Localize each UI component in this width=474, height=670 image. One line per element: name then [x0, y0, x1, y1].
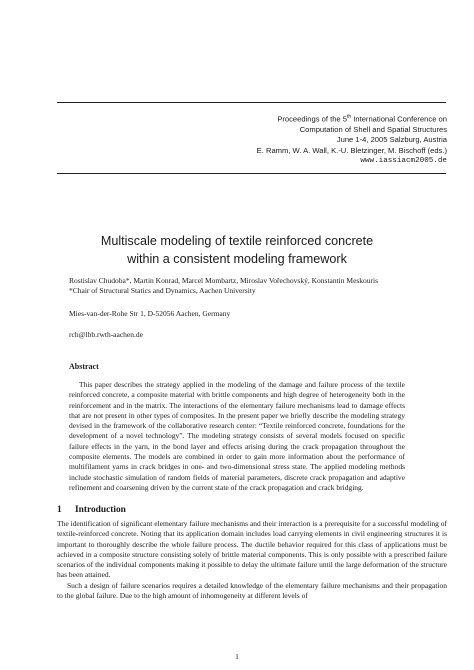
proceedings-editors: E. Ramm, W. A. Wall, K.-U. Bletzinger, M. Bischoff (eds.) — [256, 145, 447, 155]
section-body — [57, 519, 447, 601]
proceedings-header — [257, 112, 447, 167]
header-top-rule — [57, 102, 446, 103]
paragraph-1: The identification of significant elementary failure mechanisms and their interaction is a prerequisite for a successful modeling of textile-reinforced concrete. Noting that its application domain includes load carrying elements in civil engineering structures it is important to thoroughly describe the whole failure process. The ductile behavior required for this class of applications must be achieved in a composite structure consisting solely of brittle material components. This is only possible with a prescribed failure scenarios of the individual components making it possible to delay the ultimate failure until the large deformation of the structure has been attained. — [57, 519, 447, 580]
paper-title-line-2: within a consistent modeling framework — [127, 252, 347, 266]
paper-title — [0, 232, 474, 268]
paragraph-2: Such a design of failure scenarios requires a detailed knowledge of the elementary failure mechanisms and their propagation to the global failure. Due to the high amount of inhomogeneity at different levels of — [57, 580, 447, 601]
section-title: Introduction — [75, 505, 126, 515]
abstract-body — [69, 380, 405, 493]
abstract-heading: Abstract — [69, 362, 99, 371]
page-number: 1 — [235, 652, 239, 661]
proceedings-url[interactable]: www.iassiacm2005.de — [360, 157, 447, 166]
proceedings-line-3: June 1-4, 2005 Salzburg, Austria — [336, 135, 447, 145]
paper-title-line-1: Multiscale modeling of textile reinforced concrete — [100, 234, 374, 248]
abstract-text: This paper describes the strategy applied in the modeling of the damage and failure process of the textile reinforced concrete, a composite material with brittle components and high degree of heterogeneity both in the reinforcement and in the matrix. The interactions of the elementary failure mechanisms lead to damage effects that are not present in other types of composites. In the present paper we briefly describe the modeling strategy devised in the framework of the collaborative research center: “Textile reinforced concrete, foundations for the development of a novel technology”. The modeling strategy consists of several models focused on specific failure effects in the yarn, in the bond layer and effects arising during the crack propagation throughout the composite elements. The models are combined in order to gain more information about the performance of multifilament yarns in crack bridges in one- and two-dimensional stress state. The applied modeling methods include stochastic simulation of random fields of material parameters, discrete crack propagation and adaptive refinement and coarsening driven by the current state of the crack propagation and crack bridging. — [69, 380, 405, 492]
author-affiliation: *Chair of Structural Statics and Dynamics, Aachen University — [69, 286, 256, 296]
section-heading — [57, 505, 126, 515]
proceedings-line-1: Proceedings of the 5th International Conference on — [277, 114, 447, 124]
section-number: 1 — [57, 505, 62, 515]
author-email[interactable]: rch@lbb.rwth-aachen.de — [69, 330, 143, 339]
proceedings-line-2: Computation of Shell and Spatial Structures — [299, 124, 447, 134]
header-bottom-rule — [57, 173, 446, 174]
author-block — [69, 276, 378, 296]
author-names: Rostislav Chudoba*, Martin Konrad, Marcel Mombartz, Miroslav Vořechovský, Konstantin Meskouris — [69, 276, 379, 285]
author-address: Mies-van-der-Rohe Str 1, D-52056 Aachen, Germany — [69, 309, 231, 318]
